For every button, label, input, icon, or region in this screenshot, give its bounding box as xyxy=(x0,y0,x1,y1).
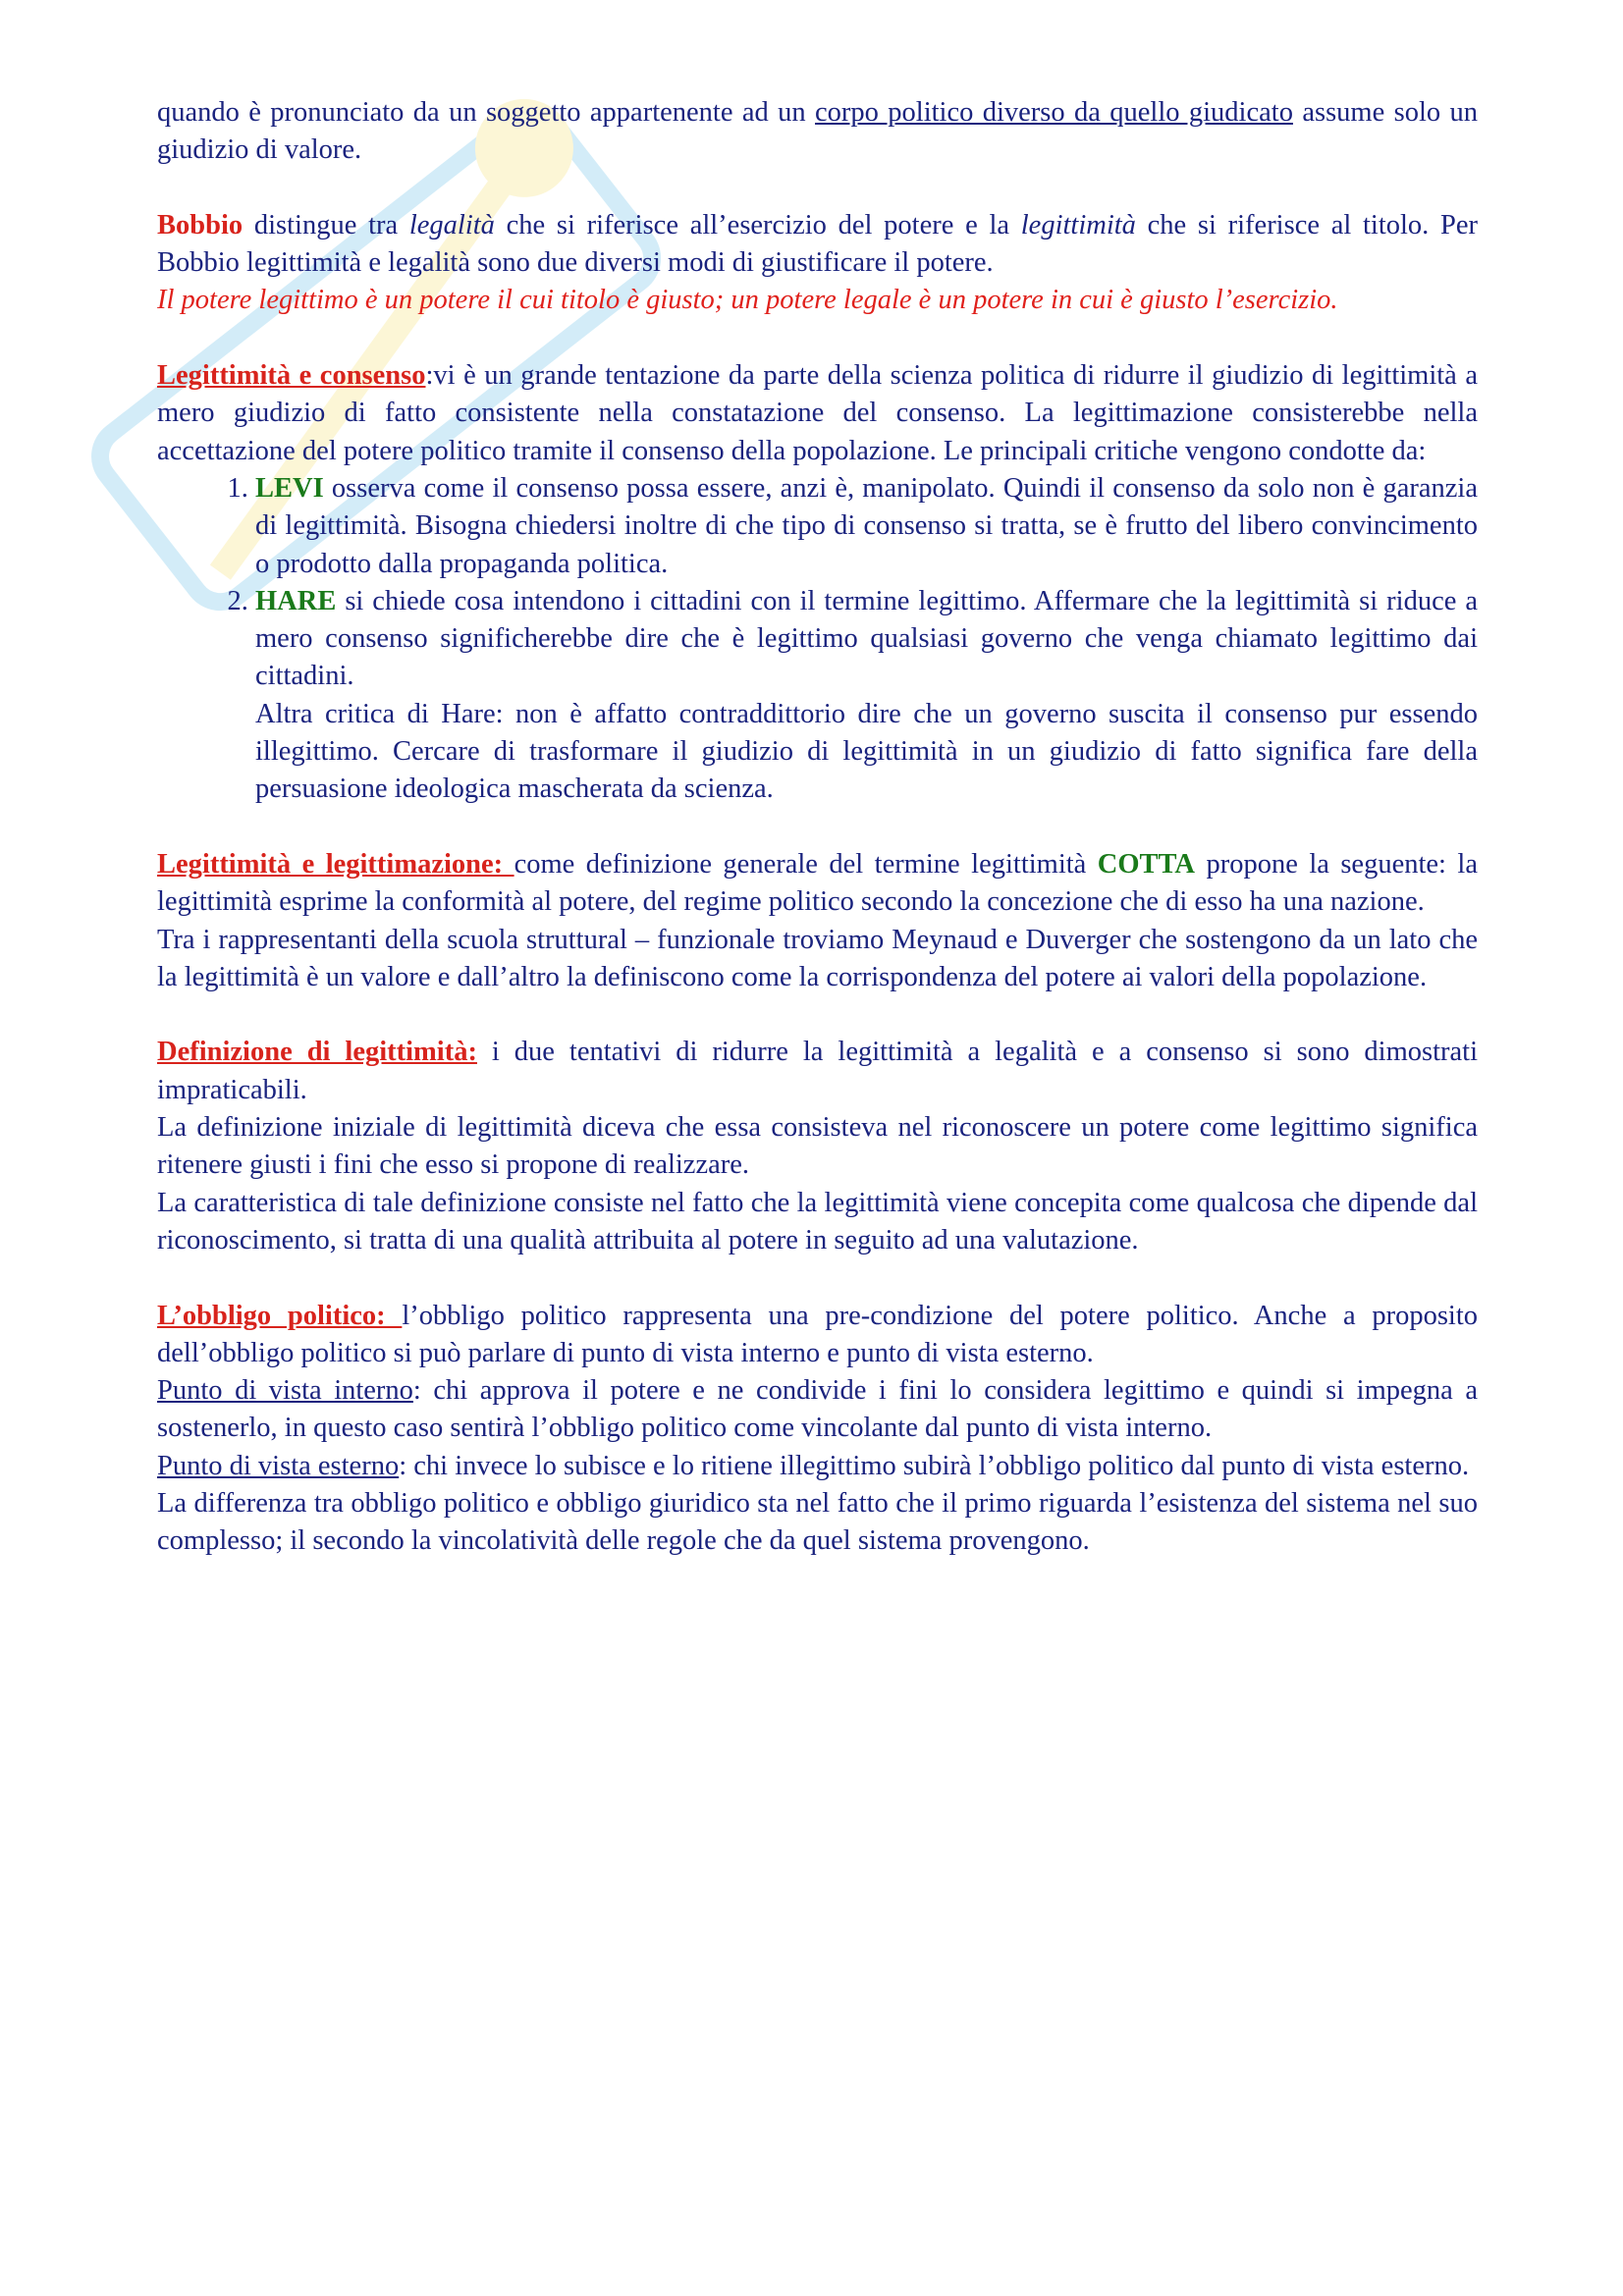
bobbio-definition: Il potere legittimo è un potere il cui titolo è giusto; un potere legale è un potere in cui è giusto l’esercizio. xyxy=(157,285,1338,316)
paragraph-caratteristica: La caratteristica di tale definizione consiste nel fatto che la legittimità viene concepita come qualcosa che dipende dal riconoscimento, si tratta di una qualità attribuita al potere in seguito ad una valutazione. xyxy=(157,1187,1478,1255)
paragraph-definizione-iniziale: La definizione iniziale di legittimità diceva che essa consisteva nel riconoscere un potere come legittimo significa ritenere giusti i fini che esso si propone di realizzare. xyxy=(157,1112,1478,1181)
paragraph-legittimita-consenso: Legittimità e consenso:vi è un grande tentazione da parte della scienza politica di ridurre il giudizio di legittimità a mero giudizio di fatto consistente nella constatazione del consenso. La legittimazione consisterebbe nella accettazione del potere politico tramite il consenso della popolazione. Le principali critiche vengono condotte da: xyxy=(157,360,1478,466)
label-punto-esterno: Punto di vista esterno xyxy=(157,1450,400,1481)
paragraph-definizione: Definizione di legittimità: i due tentativi di ridurre la legittimità a legalità e a consenso si sono dimostrati impraticabili. xyxy=(157,1037,1478,1105)
paragraph-differenza: La differenza tra obbligo politico e obbligo giuridico sta nel fatto che il primo riguarda l’esistenza del sistema nel suo complesso; il secondo la vincolatività delle regole che da quel sistema provengono. xyxy=(157,1487,1478,1557)
list-item: 1. LEVI osserva come il consenso possa essere, anzi è, manipolato. Quindi il consenso da solo non è garanzia di legittimità. Bisogna chiedersi inoltre di che tipo di consenso si tratta, se è frutto del libero convincimento o prodotto dalla propaganda politica. xyxy=(255,470,1478,583)
heading-legittimita-consenso: Legittimità e consenso xyxy=(157,360,426,392)
paragraph-bobbio: Bobbio distingue tra legalità che si riferisce all’esercizio del potere e la legittimità che si riferisce al titolo. Per Bobbio legittimità e legalità sono due diversi modi di giustificare il potere. xyxy=(157,209,1478,279)
name-hare: HARE xyxy=(255,585,337,616)
heading-obbligo: L’obbligo politico: xyxy=(157,1300,403,1331)
name-cotta: COTTA xyxy=(1097,848,1196,880)
critics-list xyxy=(157,470,1478,696)
document-page xyxy=(157,94,1478,1561)
paragraph-punto-esterno: Punto di vista esterno: chi invece lo subisce e lo ritiene illegittimo subirà l’obbligo politico dal punto di vista esterno. xyxy=(157,1450,1470,1481)
name-levi: LEVI xyxy=(255,472,324,504)
hare-continuation: Altra critica di Hare: non è affatto contraddittorio dire che un governo suscita il consenso pur essendo illegittimo. Cercare di trasformare il giudizio di legittimità in un giudizio di fatto significa fare della persuasione ideologica mascherata da scienza. xyxy=(255,698,1478,805)
list-item: 2. HARE si chiede cosa intendono i cittadini con il termine legittimo. Affermare che la legittimità si riduce a mero consenso significherebbe dire che è legittimo qualsiasi governo che venga chiamato legittimo dai cittadini. xyxy=(255,583,1478,696)
paragraph-struttural: Tra i rappresentanti della scuola struttural – funzionale troviamo Meynaud e Duverger che sostengono da un lato che la legittimità è un valore e dall’altro la definiscono come la corrispondenza del potere ai valori della popolazione. xyxy=(157,924,1478,992)
heading-definizione: Definizione di legittimità: xyxy=(157,1037,477,1068)
paragraph-punto-interno: Punto di vista interno: chi approva il potere e ne condivide i fini lo considera legittimo e quindi si impegna a sostenerlo, in questo caso sentirà l’obbligo politico come vincolante dal punto di vista interno. xyxy=(157,1375,1478,1444)
label-punto-interno: Punto di vista interno xyxy=(157,1375,413,1407)
paragraph-intro: quando è pronunciato da un soggetto appartenente ad un corpo politico diverso da quello giudicato assume solo un giudizio di valore. xyxy=(157,97,1478,166)
name-bobbio: Bobbio xyxy=(157,209,243,240)
paragraph-obbligo: L’obbligo politico: l’obbligo politico rappresenta una pre-condizione del potere politico. Anche a proposito dell’obbligo politico si può parlare di punto di vista interno e punto di vista esterno. xyxy=(157,1300,1478,1368)
paragraph-legittimazione: Legittimità e legittimazione: come definizione generale del termine legittimità COTTA propone la seguente: la legittimità esprime la conformità al potere, del regime politico secondo la concezione che di esso ha una nazione. xyxy=(157,848,1478,918)
heading-legittimazione: Legittimità e legittimazione: xyxy=(157,848,514,880)
underlined-phrase: corpo politico diverso da quello giudicato xyxy=(815,97,1293,128)
